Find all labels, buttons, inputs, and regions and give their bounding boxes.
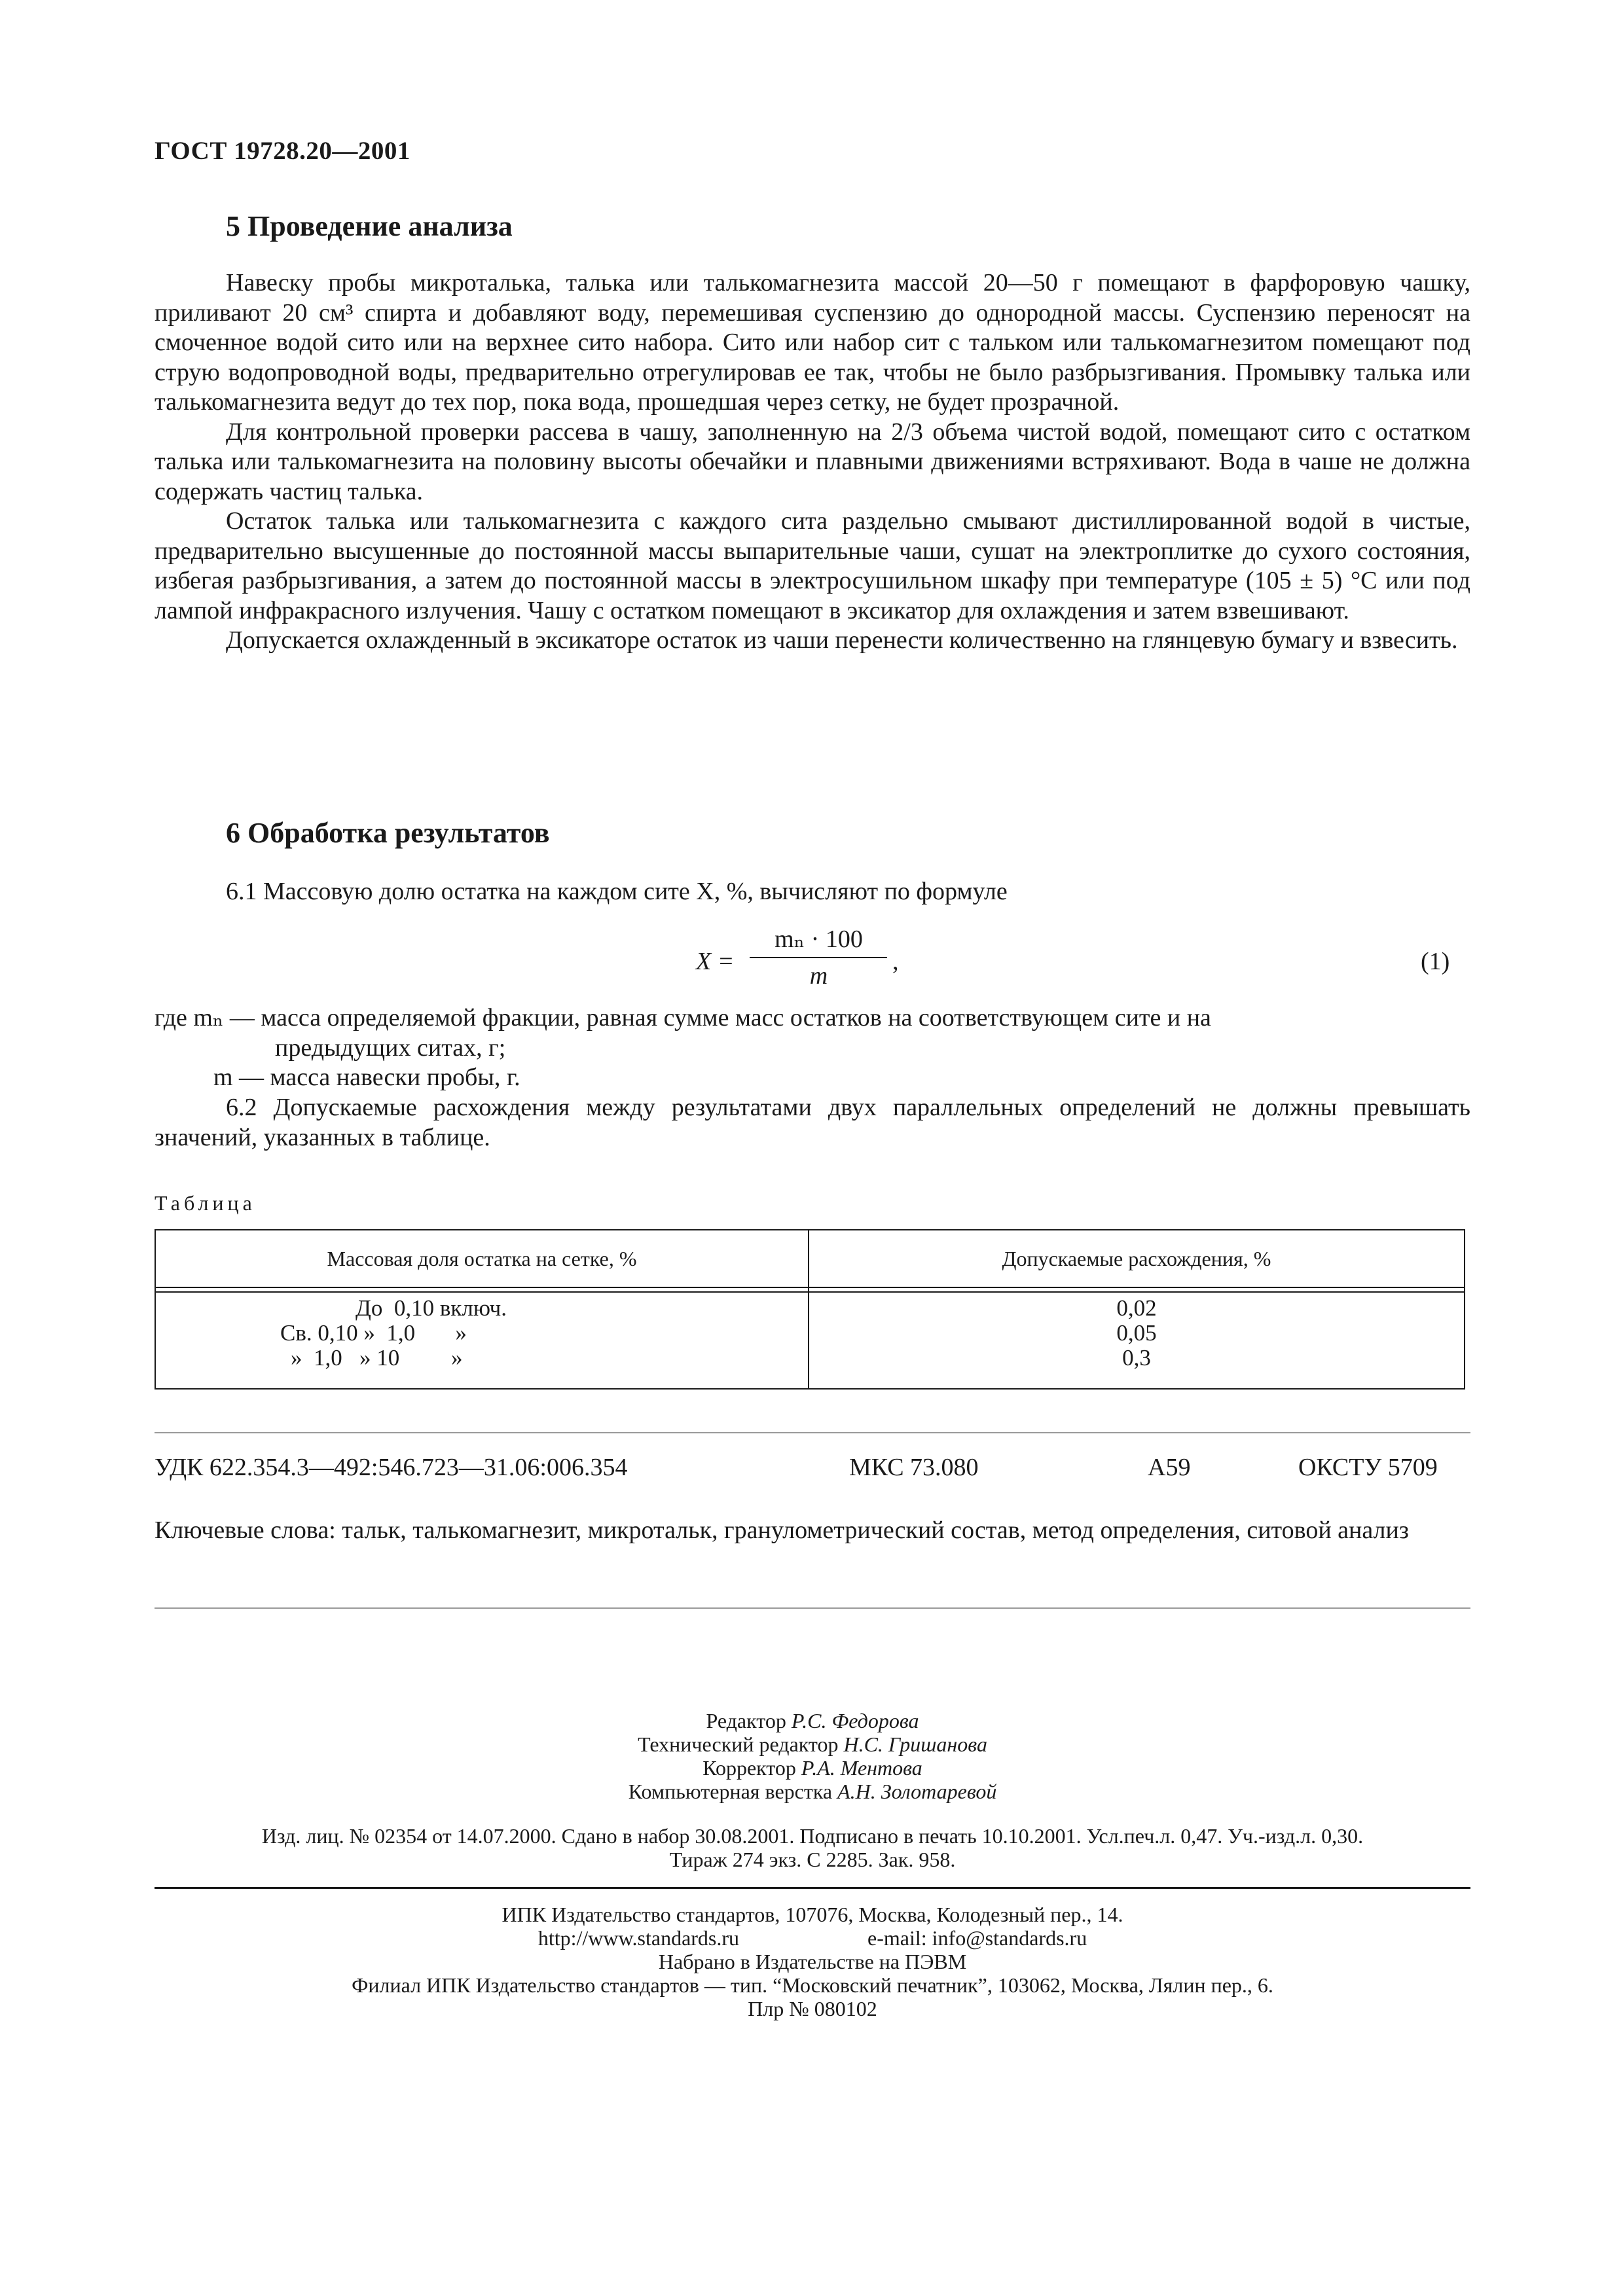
clause-6-2-text: 6.2 Допускаемые расхождения между результатами двух параллельных определений не должны превышать значений, указанных в таблице. [155, 1094, 1470, 1151]
formula-comma: , [892, 948, 899, 975]
where-clause [155, 1003, 1470, 1063]
table-cell-range: » 1,0 » 10 » [291, 1345, 463, 1371]
publisher-website[interactable]: http://www.standards.ru [538, 1926, 740, 1950]
group-code: А59 [1148, 1454, 1191, 1481]
credit-name: А.Н. Золотаревой [837, 1780, 997, 1803]
printing-house: Филиал ИПК Издательство стандартов — тип. “Московский печатник”, 103062, Москва, Лялин пер., 6. [352, 1973, 1273, 1997]
divider [155, 1607, 1470, 1609]
table-header-tolerance: Допускаемые расхождения, % [1002, 1247, 1271, 1270]
credit-name: Н.С. Гришанова [843, 1732, 987, 1756]
table-header-rule [156, 1291, 1464, 1293]
clause-6-2 [155, 1093, 1470, 1153]
table-cell-tolerance: 0,3 [1122, 1345, 1151, 1371]
divider [155, 1432, 1470, 1433]
section-5-title: 5 Проведение анализа [226, 210, 513, 242]
credit-role: Редактор [706, 1709, 786, 1732]
standard-code: ГОСТ 19728.20—2001 [155, 137, 410, 165]
print-info-line: Изд. лиц. № 02354 от 14.07.2000. Сдано в набор 30.08.2001. Подписано в печать 10.10.2001. Усл.печ.л. 0,47. Уч.-изд.л. 0,30. [261, 1824, 1364, 1848]
where-mn-continuation: предыдущих ситах, г; [275, 1033, 506, 1062]
publisher-contacts [155, 1926, 1470, 1950]
where-mn-definition: где mₙ — масса определяемой фракции, равная сумме масс остатков на соответствующем сите и на [155, 1004, 1211, 1031]
section-5-paragraph: Остаток талька или талькомагнезита с каждого сита раздельно смывают дистиллированной водой в чистые, предварительно высушенные до постоянной массы выпарительные чаши, сушат на электроплитке до сухого состояния, избегая разбрызгивания, а затем до постоянной массы в электросушильном шкафу при температуре (105 ± 5) °С или под лампой инфракрасного излучения. Чашу с остатком помещают в эксикатор для охлаждения и затем взвешивают. [155, 507, 1470, 624]
formula-numerator: mₙ · 100 [775, 925, 863, 953]
table-header-rule [156, 1287, 1464, 1288]
credit-role: Корректор [702, 1756, 796, 1780]
credit-role: Технический редактор [638, 1732, 839, 1756]
credit-role: Компьютерная верстка [628, 1780, 833, 1803]
typeset-note: Набрано в Издательстве на ПЭВМ [658, 1950, 967, 1973]
table-caption: Таблица [155, 1191, 256, 1215]
formula-lhs: X = [696, 948, 735, 975]
table-cell-tolerance: 0,05 [1116, 1320, 1157, 1346]
formula-1 [696, 924, 899, 996]
publisher-block [155, 1903, 1470, 2020]
fraction-bar [750, 957, 887, 958]
license-number: Плр № 080102 [748, 1997, 877, 2020]
credit-line [155, 1756, 1470, 1780]
okstu-code: ОКСТУ 5709 [1298, 1454, 1438, 1481]
credits-block [155, 1709, 1470, 1803]
section-5-paragraph: Для контрольной проверки рассева в чашу, заполненную на 2/3 объема чистой водой, помещают сито с остатком талька или талькомагнезита на половину высоты обечайки и плавными движениями встряхивают. Вода в чаше не должна содержать частиц талька. [155, 418, 1470, 505]
formula-number: (1) [1421, 948, 1450, 975]
where-m-definition: m — масса навески пробы, г. [213, 1064, 520, 1091]
credit-line [155, 1780, 1470, 1803]
keywords: Ключевые слова: тальк, талькомагнезит, микротальк, гранулометрический состав, метод определения, ситовой анализ [155, 1516, 1409, 1544]
print-info-line: Тираж 274 экз. С 2285. Зак. 958. [669, 1848, 956, 1871]
udk-code: УДК 622.354.3—492:546.723—31.06:006.354 [155, 1454, 628, 1481]
credit-line [155, 1732, 1470, 1756]
credit-name: Р.С. Федорова [791, 1709, 919, 1732]
section-5-body [155, 268, 1470, 656]
publisher-email[interactable]: e-mail: info@standards.ru [867, 1926, 1087, 1950]
section-5-paragraph: Допускается охлажденный в эксикаторе остаток из чаши перенести количественно на глянцевую бумагу и взвесить. [226, 626, 1458, 654]
mks-code: МКС 73.080 [849, 1454, 979, 1481]
clause-6-1: 6.1 Массовую долю остатка на каждом сите X, %, вычисляют по формуле [226, 878, 1008, 905]
table-header-residue: Массовая доля остатка на сетке, % [327, 1247, 637, 1270]
credit-line [155, 1709, 1470, 1732]
section-5-paragraph: Навеску пробы микроталька, талька или талькомагнезита массой 20—50 г помещают в фарфоровую чашку, приливают 20 см³ спирта и добавляют воду, перемешивая суспензию до однородной массы. Суспензию переносят на смоченное водой сито или на верхнее сито набора. Сито или набор сит с тальком или талькомагнезитом помещают под струю водопроводной воды, предварительно отрегулировав ее так, чтобы не было разбрызгивания. Промывку талька или талькомагнезита ведут до тех пор, пока вода, прошедшая через сетку, не будет прозрачной. [155, 269, 1470, 416]
table-cell-tolerance: 0,02 [1116, 1295, 1157, 1321]
divider-bold [155, 1887, 1470, 1889]
print-info [155, 1824, 1470, 1871]
table-cell-range: Св. 0,10 » 1,0 » [280, 1320, 467, 1346]
section-6-title: 6 Обработка результатов [226, 817, 550, 849]
credit-name: Р.А. Ментова [801, 1756, 922, 1780]
formula-denominator: m [809, 962, 828, 990]
table-cell-range: До 0,10 включ. [356, 1295, 507, 1321]
tolerance-table [155, 1229, 1465, 1390]
publisher-address: ИПК Издательство стандартов, 107076, Москва, Колодезный пер., 14. [501, 1903, 1123, 1926]
